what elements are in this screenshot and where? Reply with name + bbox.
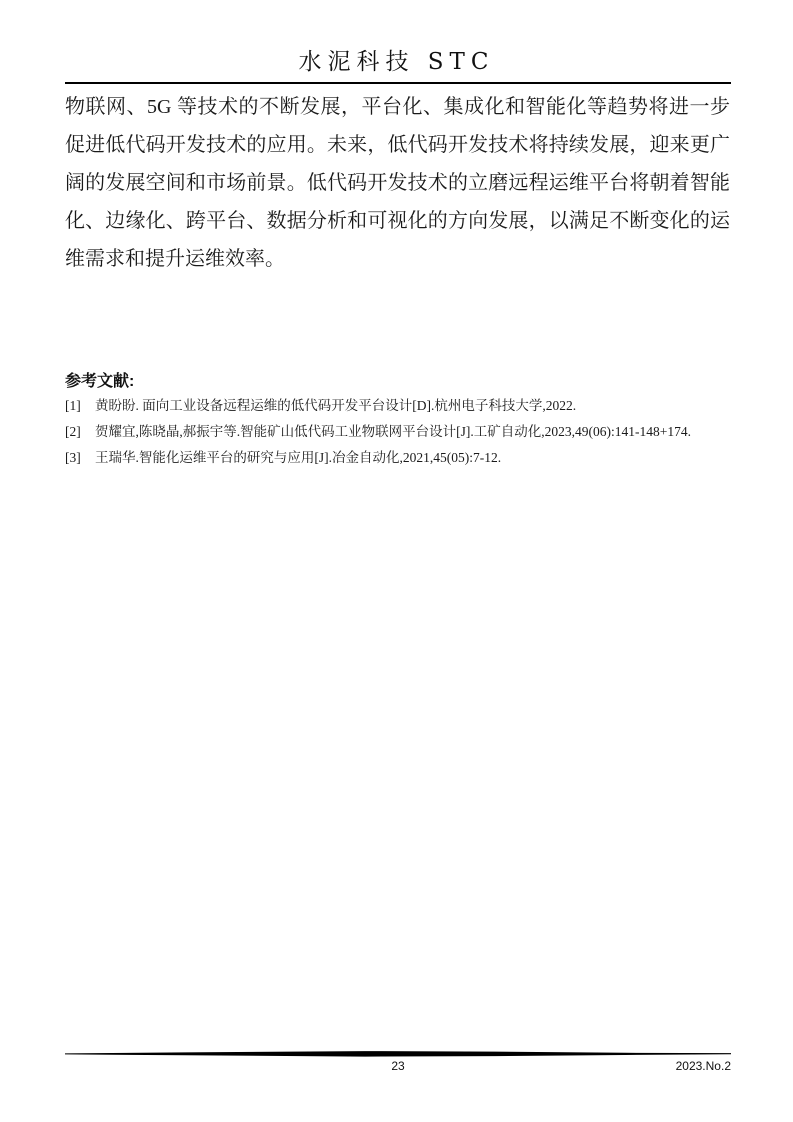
reference-text: 贺耀宜,陈晓晶,郝振宇等.智能矿山低代码工业物联网平台设计[J].工矿自动化,2023,49(06):141-148+174.	[95, 424, 691, 439]
reference-item	[65, 419, 733, 445]
reference-text: 黄盼盼. 面向工业设备远程运维的低代码开发平台设计[D].杭州电子科技大学,2022.	[95, 398, 577, 413]
journal-title: 水泥科技 STC	[298, 49, 495, 75]
reference-label: [1]	[65, 398, 81, 413]
header-rule	[65, 82, 731, 84]
reference-label: [2]	[65, 424, 81, 439]
page-footer	[65, 1050, 731, 1075]
page-number: 23	[391, 1059, 405, 1073]
body-paragraph: 物联网、5G 等技术的不断发展，平台化、集成化和智能化等趋势将进一步促进低代码开发技术的应用。未来，低代码开发技术将持续发展，迎来更广阔的发展空间和市场前景。低代码开发技术的立磨远程运维平台将朝着智能化、边缘化、跨平台、数据分析和可视化的方向发展，以满足不断变化的运维需求和提升运维效率。	[65, 96, 730, 270]
footer-row	[65, 1059, 731, 1075]
references-heading: 参考文献:	[65, 373, 135, 390]
issue-label: 2023.No.2	[675, 1059, 731, 1073]
reference-label: [3]	[65, 450, 81, 465]
footer-rule	[65, 1050, 731, 1058]
reference-item	[65, 393, 733, 419]
reference-item	[65, 445, 733, 471]
reference-text: 王瑞华.智能化运维平台的研究与应用[J].冶金自动化,2021,45(05):7-12.	[95, 450, 502, 465]
references-list	[65, 393, 733, 471]
